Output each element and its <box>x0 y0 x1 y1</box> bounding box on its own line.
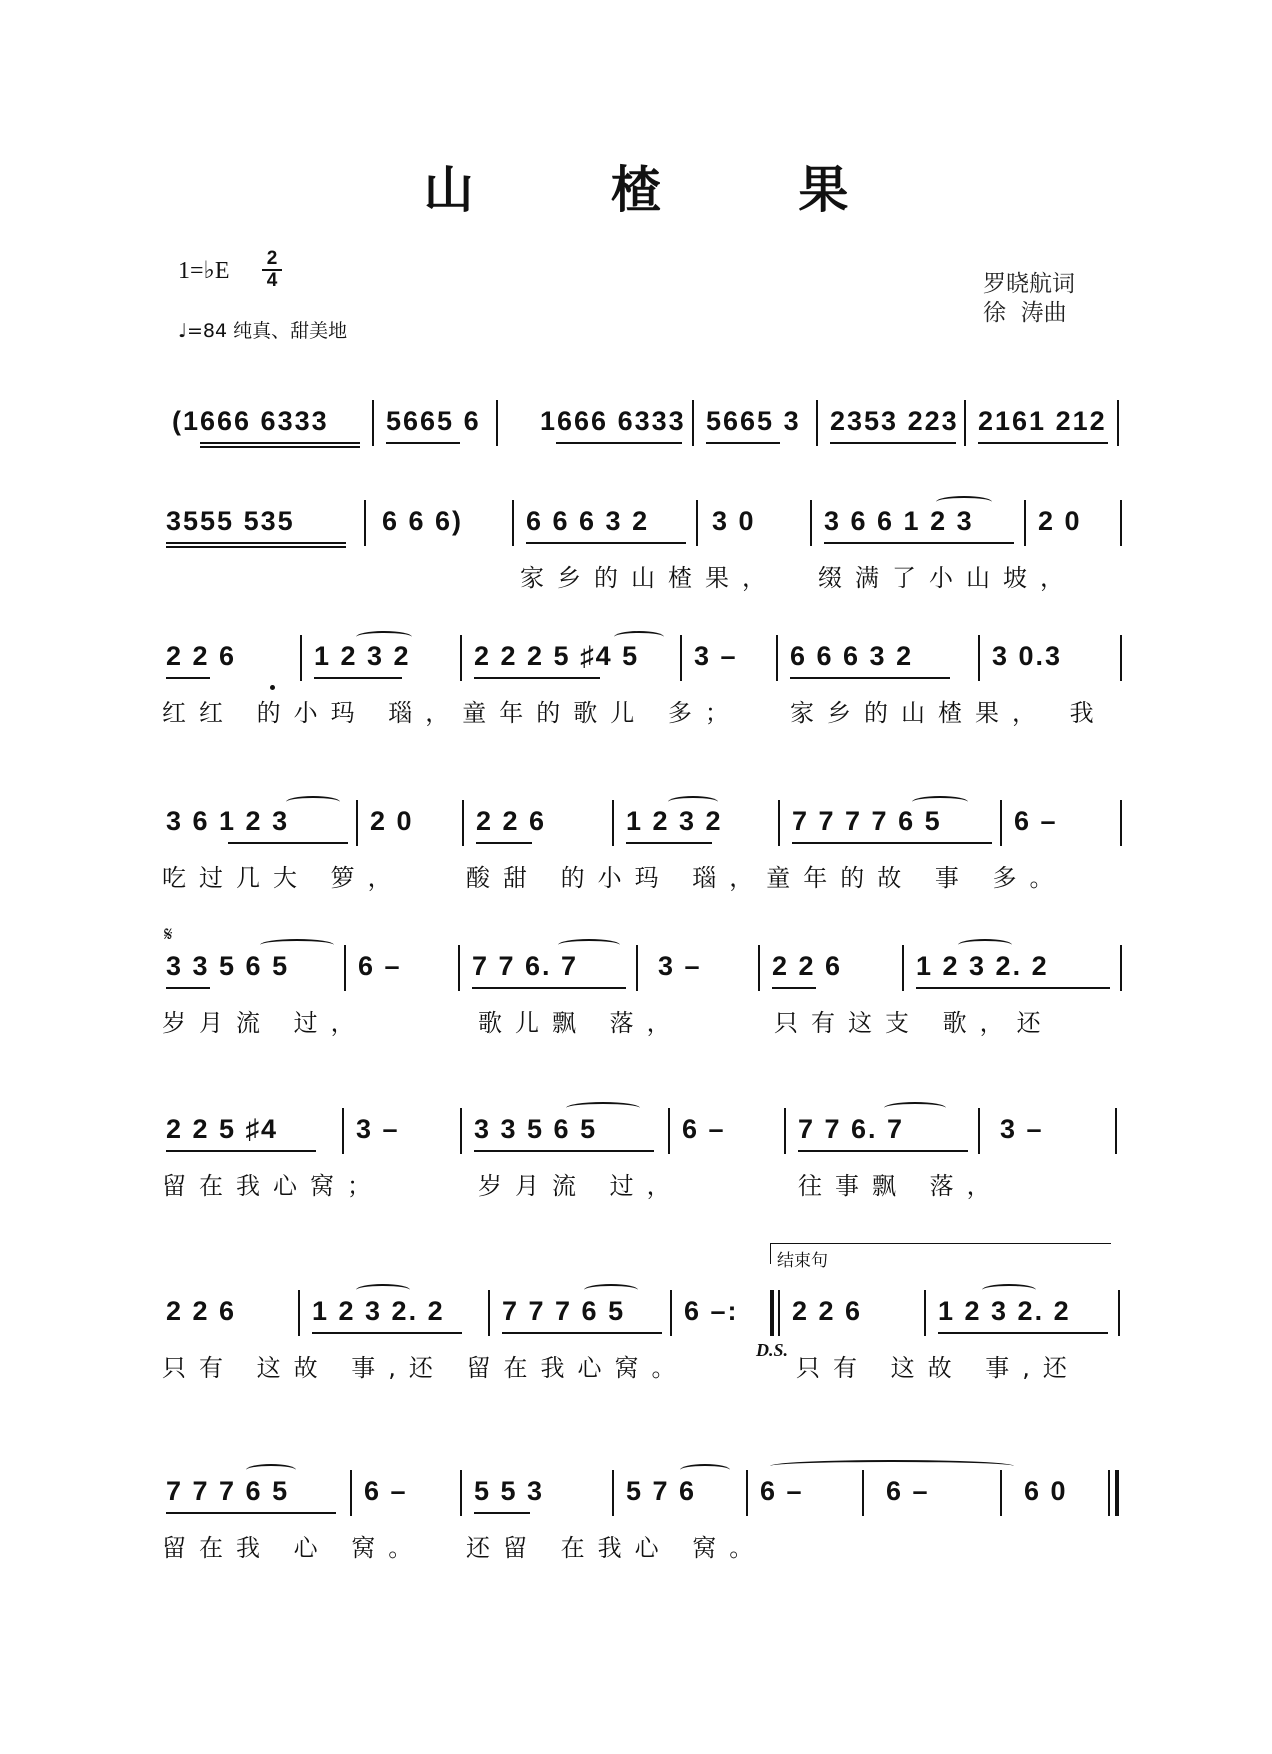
barline <box>778 1290 780 1336</box>
notation-line <box>160 500 1122 548</box>
time-signature-top: 2 <box>266 248 278 269</box>
barline <box>978 635 980 681</box>
underline <box>166 1512 336 1514</box>
barline <box>670 1290 672 1336</box>
measure: 6 – <box>364 1476 408 1506</box>
barline <box>1120 945 1122 991</box>
slur <box>884 1102 946 1114</box>
lyric-phrase: 红红 的小玛 瑙，童年的歌儿 多； <box>162 699 742 727</box>
barline <box>1024 500 1026 546</box>
barline <box>746 1470 748 1516</box>
measure: 7 7 7 6 5 <box>166 1476 290 1506</box>
slur <box>668 796 718 808</box>
barline <box>776 635 778 681</box>
underline <box>166 1150 316 1152</box>
slur <box>680 1464 730 1476</box>
measure: 3 6 1 2 3 <box>166 806 290 836</box>
slur <box>286 796 340 808</box>
underline <box>474 677 600 679</box>
underline <box>312 1332 462 1334</box>
measure: 1666 6333 <box>540 406 686 436</box>
underline <box>556 442 682 444</box>
measure: 5665 3 <box>706 406 801 436</box>
slur <box>770 1460 1014 1472</box>
barline <box>696 500 698 546</box>
barline <box>636 945 638 991</box>
measure: 2 2 5 ♯4 <box>166 1114 279 1144</box>
underline <box>938 1332 1108 1334</box>
lyric-phrase: 酸甜 的小玛 瑙，童年的故 事 多。 <box>466 864 1067 892</box>
underline <box>476 842 532 844</box>
underline <box>166 546 346 548</box>
slur <box>936 496 992 508</box>
lyric-phrase: 留在我心窝； <box>162 1172 384 1200</box>
segno-sign: 𝄋 <box>164 922 173 946</box>
measure: 7 7 6. 7 <box>798 1114 905 1144</box>
slur <box>584 1284 638 1296</box>
final-barline <box>1115 1470 1119 1516</box>
measure: 3 – <box>356 1114 400 1144</box>
measure: 6 –: <box>684 1296 739 1326</box>
barline <box>458 945 460 991</box>
slur <box>356 631 412 643</box>
measure: 2 2 2 5 ♯4 5 <box>474 641 640 671</box>
measure: 2 2 6 <box>772 951 843 981</box>
measure: 1 2 3 2 <box>626 806 723 836</box>
measure: 3 3 5 6 5 <box>474 1114 598 1144</box>
lyric-phrase: 岁月流 过， <box>162 1009 368 1037</box>
barline <box>1000 800 1002 846</box>
barline <box>692 400 694 446</box>
low-octave-dot <box>270 685 275 690</box>
measure: 6 0 <box>1024 1476 1068 1506</box>
lyrics-line <box>160 1166 1122 1198</box>
underline <box>472 987 626 989</box>
underline <box>824 542 1014 544</box>
measure: 2 0 <box>370 806 414 836</box>
slur <box>982 1284 1036 1296</box>
measure: 5 7 6 <box>626 1476 697 1506</box>
barline <box>1118 1290 1120 1336</box>
measure: 6 – <box>760 1476 804 1506</box>
ending-label: 结束句 <box>777 1251 828 1271</box>
underline <box>790 677 950 679</box>
underline <box>386 442 460 444</box>
final-repeat-barline <box>770 1290 774 1336</box>
lyric-phrase: 家乡的山楂果， <box>520 564 779 592</box>
barline <box>778 800 780 846</box>
lyric-phrase: 往事飘 落， <box>798 1172 1004 1200</box>
lyric-phrase: 留在我 心 窝。 <box>162 1534 426 1562</box>
underline <box>314 677 402 679</box>
underline <box>916 987 1110 989</box>
measure: 5665 6 <box>386 406 481 436</box>
measure: 2 2 6 <box>166 641 237 671</box>
underline <box>792 842 992 844</box>
underline <box>200 442 360 444</box>
notation-line <box>160 800 1122 848</box>
slur <box>912 796 968 808</box>
underline <box>706 442 780 444</box>
composer-credit: 徐 涛曲 <box>983 300 1067 326</box>
slur <box>558 939 620 951</box>
lyric-phrase: 家乡的山楂果， 我 <box>790 699 1107 727</box>
barline <box>460 1470 462 1516</box>
lyrics-line <box>160 858 1122 890</box>
barline <box>1120 800 1122 846</box>
barline <box>964 400 966 446</box>
underline <box>474 1512 530 1514</box>
barline <box>512 500 514 546</box>
underline <box>526 542 686 544</box>
lyrics-line <box>160 558 1122 590</box>
barline <box>300 635 302 681</box>
barline <box>1000 1470 1002 1516</box>
measure: (1666 6333 <box>172 406 329 436</box>
measure: 3 – <box>1000 1114 1044 1144</box>
barline <box>758 945 760 991</box>
barline <box>372 400 374 446</box>
measure: 1 2 3 2. 2 <box>312 1296 445 1326</box>
barline <box>488 1290 490 1336</box>
measure: 1 2 3 2. 2 <box>916 951 1049 981</box>
measure: 6 6 6) <box>382 506 464 536</box>
lyrics-line <box>160 1528 1122 1560</box>
underline <box>228 842 348 844</box>
barline <box>342 1108 344 1154</box>
underline <box>200 446 360 448</box>
underline <box>166 677 210 679</box>
barline <box>1115 1108 1117 1154</box>
underline <box>626 842 712 844</box>
key-signature: 1=♭E <box>178 258 230 284</box>
barline <box>810 500 812 546</box>
measure: 2 2 6 <box>792 1296 863 1326</box>
notation-line <box>160 635 1122 683</box>
lyrics-line <box>160 1348 1122 1380</box>
time-signature <box>262 250 282 290</box>
measure: 3 0.3 <box>992 641 1063 671</box>
slur <box>260 939 334 951</box>
lyric-phrase: 缀满了小山坡， <box>818 564 1077 592</box>
ending-bracket <box>770 1243 1111 1271</box>
barline <box>978 1108 980 1154</box>
tempo-marking: ♩=84 纯真、甜美地 <box>178 320 348 342</box>
underline <box>166 542 346 544</box>
barline <box>924 1290 926 1336</box>
measure: 3 0 <box>712 506 756 536</box>
measure: 6 – <box>886 1476 930 1506</box>
slur <box>356 1284 410 1296</box>
notation-line <box>160 1108 1122 1156</box>
barline <box>680 635 682 681</box>
barline <box>816 400 818 446</box>
underline <box>474 1150 654 1152</box>
barline <box>1108 1470 1110 1516</box>
underline <box>772 987 816 989</box>
barline <box>350 1470 352 1516</box>
barline <box>862 1470 864 1516</box>
underline <box>166 987 210 989</box>
slur <box>566 1102 640 1114</box>
measure: 6 6 6 3 2 <box>526 506 650 536</box>
barline <box>364 500 366 546</box>
lyric-phrase: 岁月流 过， <box>478 1172 684 1200</box>
measure: 7 7 6. 7 <box>472 951 579 981</box>
measure: 3 6 6 1 2 3 <box>824 506 974 536</box>
notation-line <box>160 1470 1122 1518</box>
lyric-phrase: 歌儿飘 落， <box>478 1009 684 1037</box>
measure: 6 – <box>1014 806 1058 836</box>
credits <box>983 270 1075 328</box>
barline <box>612 1470 614 1516</box>
barline <box>1120 635 1122 681</box>
measure: 7 7 7 6 5 <box>502 1296 626 1326</box>
measure: 6 6 6 3 2 <box>790 641 914 671</box>
barline <box>460 635 462 681</box>
measure: 3555 535 <box>166 506 295 536</box>
measure: 1 2 3 2. 2 <box>938 1296 1071 1326</box>
barline <box>784 1108 786 1154</box>
measure: 5 5 3 <box>474 1476 545 1506</box>
lyricist-credit: 罗晓航词 <box>983 271 1075 297</box>
barline <box>496 400 498 446</box>
barline <box>356 800 358 846</box>
measure: 7 7 7 7 6 5 <box>792 806 942 836</box>
measure: 2 0 <box>1038 506 1082 536</box>
measure: 2 2 6 <box>166 1296 237 1326</box>
underline <box>798 1150 968 1152</box>
slur <box>246 1464 296 1476</box>
ds-marking: D.S. <box>756 1340 789 1360</box>
lyrics-line <box>160 1003 1122 1035</box>
underline <box>830 442 956 444</box>
underline <box>502 1332 662 1334</box>
measure: 1 2 3 2 <box>314 641 411 671</box>
notation-line <box>160 400 1122 448</box>
measure: 2353 223 <box>830 406 959 436</box>
measure: 3 3 5 6 5 <box>166 951 290 981</box>
barline <box>902 945 904 991</box>
slur <box>614 631 664 643</box>
barline <box>668 1108 670 1154</box>
measure: 6 – <box>682 1114 726 1144</box>
lyric-phrase: 还留 在我心 窝。 <box>466 1534 767 1562</box>
barline <box>1117 400 1119 446</box>
measure: 6 – <box>358 951 402 981</box>
barline <box>344 945 346 991</box>
underline <box>978 442 1108 444</box>
notation-line <box>160 945 1122 993</box>
lyric-phrase: 只有 这故 事,还 <box>796 1354 1080 1382</box>
barline <box>462 800 464 846</box>
barline <box>1120 500 1122 546</box>
barline <box>612 800 614 846</box>
barline <box>460 1108 462 1154</box>
time-signature-bottom: 4 <box>266 270 278 291</box>
slur <box>958 939 1012 951</box>
notation-line <box>160 1290 1122 1338</box>
lyric-phrase: 只有 这故 事,还 留在我心窝。 <box>162 1354 689 1382</box>
measure: 2 2 6 <box>476 806 547 836</box>
lyric-phrase: 只有这支 歌，还 <box>774 1009 1054 1037</box>
song-title: 山 楂 果 <box>423 160 909 219</box>
measure: 3 – <box>694 641 738 671</box>
lyrics-line <box>160 693 1122 725</box>
barline <box>298 1290 300 1336</box>
lyric-phrase: 吃过几大 箩， <box>162 864 405 892</box>
measure: 3 – <box>658 951 702 981</box>
measure: 2161 212 <box>978 406 1107 436</box>
